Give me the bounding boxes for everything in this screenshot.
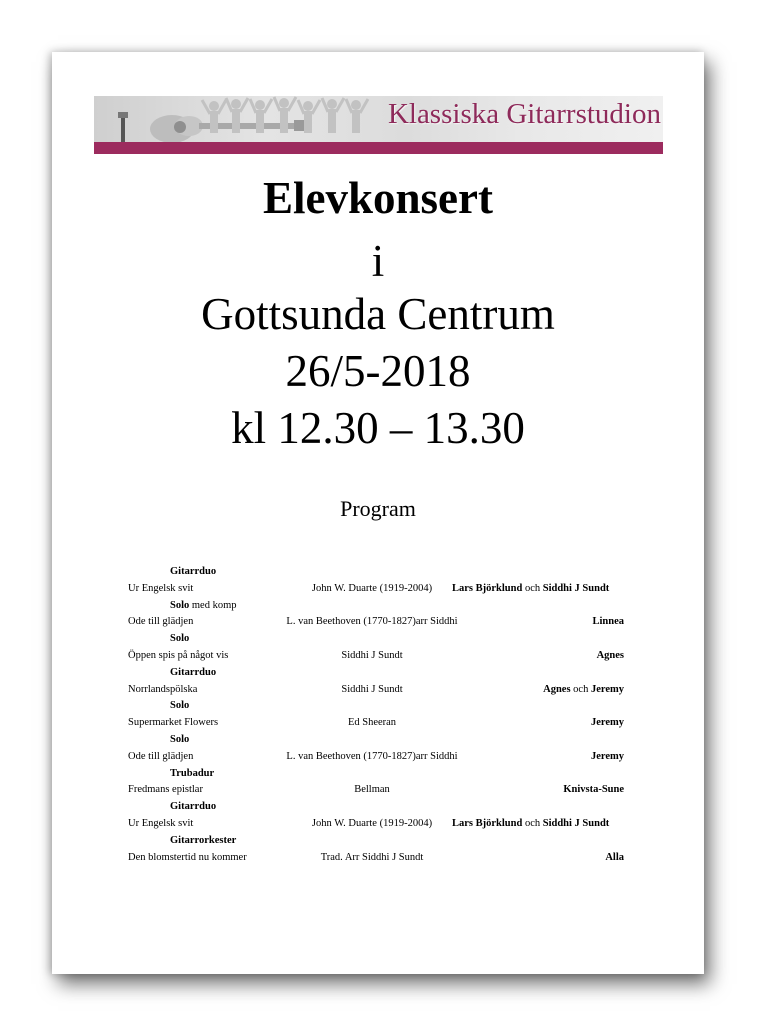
piece-title: Supermarket Flowers: [128, 717, 219, 729]
composer: L. van Beethoven (1770-1827)arr Siddhi: [286, 616, 458, 628]
program-category: Gitarrduo: [170, 666, 217, 678]
piece-title: Ode till glädjen: [128, 616, 194, 628]
piece-title: Öppen spis på något vis: [128, 649, 229, 661]
banner-photo: [94, 96, 663, 142]
program-row: [128, 782, 624, 799]
program-heading: Program: [340, 496, 416, 521]
composer: Siddhi J Sundt: [341, 683, 403, 695]
piece-title: Ur Engelsk svit: [128, 817, 194, 829]
program-item: [128, 564, 624, 598]
program-item: [128, 598, 624, 632]
program-row: [128, 749, 624, 766]
program-item: [128, 665, 624, 699]
program-item: [128, 732, 624, 766]
program-category: Solo med komp: [170, 599, 237, 611]
composer: L. van Beethoven (1770-1827)arr Siddhi: [286, 750, 458, 762]
program-row: [128, 682, 624, 699]
performers: Jeremy: [590, 750, 624, 762]
program-category: Trubadur: [170, 767, 215, 779]
program-item: [128, 833, 624, 867]
composer: Bellman: [354, 784, 390, 796]
program-row: [128, 648, 624, 665]
piece-title: Norrlandspölska: [128, 683, 198, 695]
piece-title: Den blomstertid nu kommer: [128, 851, 247, 863]
program-row: [128, 850, 624, 867]
banner-accent-bar: [94, 142, 663, 154]
piece-title: Ur Engelsk svit: [128, 582, 194, 594]
concert-venue: Gottsunda Centrum: [201, 289, 555, 339]
performers: Linnea: [592, 616, 624, 628]
program-row: [128, 614, 624, 631]
concert-connector: i: [371, 236, 385, 286]
program-row: [128, 715, 624, 732]
program-list: [128, 564, 624, 866]
concert-title: Elevkonsert: [263, 173, 493, 223]
performers: Lars Björklund och Siddhi J Sundt: [452, 817, 610, 829]
composer: Trad. Arr Siddhi J Sundt: [320, 851, 424, 863]
piece-title: Ode till glädjen: [128, 750, 194, 762]
program-category: Solo: [170, 733, 190, 745]
program-category: Gitarrduo: [170, 801, 217, 813]
program-item: [128, 799, 624, 833]
performers: Lars Björklund och Siddhi J Sundt: [452, 582, 610, 594]
program-item: [128, 766, 624, 800]
program-row: [128, 581, 624, 598]
performers: Agnes: [596, 649, 624, 661]
performers: Jeremy: [590, 717, 624, 729]
performers: Knivsta-Sune: [563, 784, 624, 796]
header-banner: [94, 96, 663, 154]
studio-name: Klassiska Gitarrstudion: [387, 98, 661, 130]
program-item: [128, 631, 624, 665]
program-row: [128, 816, 624, 833]
composer: Ed Sheeran: [347, 717, 397, 729]
performers: Alla: [605, 851, 624, 863]
program-category: Solo: [170, 633, 190, 645]
composer: Siddhi J Sundt: [341, 649, 403, 661]
program-category: Solo: [170, 700, 190, 712]
concert-time: kl 12.30 – 13.30: [231, 403, 525, 453]
program-item: [128, 698, 624, 732]
composer: John W. Duarte (1919-2004): [311, 817, 433, 829]
concert-date: 26/5-2018: [285, 346, 471, 396]
composer: John W. Duarte (1919-2004): [311, 582, 433, 594]
program-category: Gitarrduo: [170, 566, 217, 577]
performers: Agnes och Jeremy: [543, 683, 624, 695]
document-page: [52, 52, 704, 974]
program-category: Gitarrorkester: [170, 834, 237, 846]
piece-title: Fredmans epistlar: [128, 784, 203, 796]
